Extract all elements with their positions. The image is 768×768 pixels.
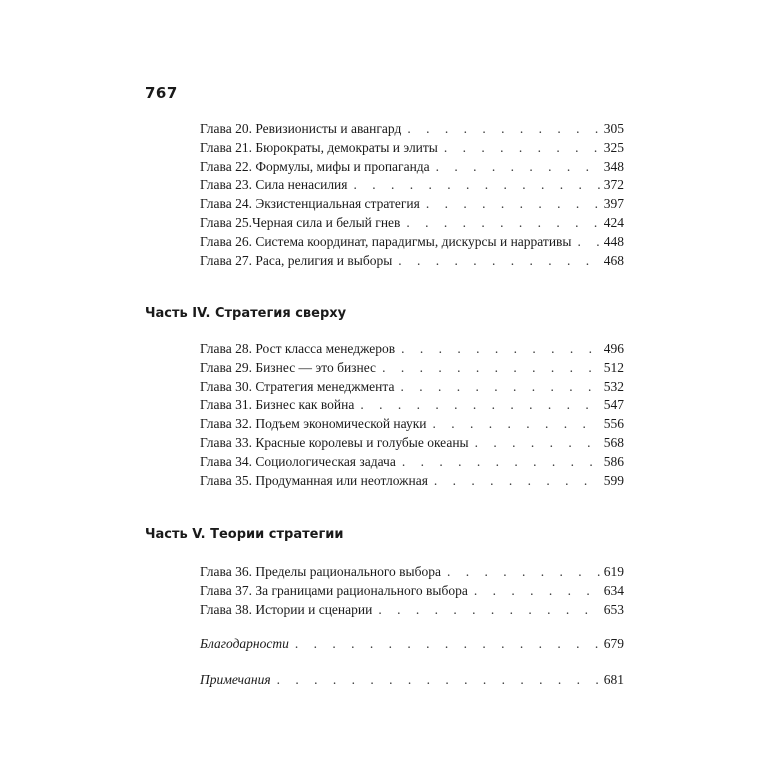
toc-entry xyxy=(200,253,624,272)
toc-entry xyxy=(200,454,624,473)
toc-entry xyxy=(200,416,624,435)
toc-leader-dots xyxy=(444,140,600,156)
toc-entry xyxy=(200,672,624,691)
part-title: Часть V. Теории стратегии xyxy=(145,527,344,542)
toc-entry xyxy=(200,234,624,253)
toc-entry-page: 653 xyxy=(603,601,624,617)
toc-leader-dots xyxy=(402,454,600,470)
toc-entry-page: 681 xyxy=(603,672,624,687)
toc-entry xyxy=(200,121,624,140)
toc-entry xyxy=(200,196,624,215)
toc-leader-dots xyxy=(295,636,600,652)
toc-entry-title: Глава 21. Бюрократы, демократы и элиты xyxy=(200,139,438,155)
toc-entry-page: 468 xyxy=(603,252,624,268)
toc-entry-title: Глава 25.Черная сила и белый гнев xyxy=(200,214,401,230)
toc-part4-list xyxy=(200,341,624,491)
toc-leader-dots xyxy=(360,397,599,413)
toc-entry-title: Глава 32. Подъем экономической науки xyxy=(200,416,427,432)
toc-entry-title: Глава 22. Формулы, мифы и пропаганда xyxy=(200,158,430,174)
toc-entry xyxy=(200,602,624,621)
toc-leader-dots xyxy=(354,177,600,193)
toc-leader-dots xyxy=(426,196,600,212)
toc-leader-dots xyxy=(474,583,600,599)
toc-entry-title: Глава 33. Красные королевы и голубые океаны xyxy=(200,434,469,450)
toc-entry-title: Глава 38. Истории и сценарии xyxy=(200,601,373,617)
toc-entry-page: 568 xyxy=(603,434,624,450)
toc-entry xyxy=(200,177,624,196)
toc-entry-page: 599 xyxy=(603,472,624,488)
toc-acknowledgements xyxy=(200,636,624,655)
toc-entry-title: Глава 35. Продуманная или неотложная xyxy=(200,472,428,488)
toc-leader-dots xyxy=(447,564,600,580)
toc-entry-page: 556 xyxy=(603,416,624,432)
toc-leader-dots xyxy=(382,360,600,376)
toc-entry xyxy=(200,159,624,178)
toc-entry-title: Глава 26. Система координат, парадигмы, дискурсы и нарративы xyxy=(200,233,572,249)
part-title: Часть IV. Стратегия сверху xyxy=(145,306,347,321)
toc-leader-dots xyxy=(378,602,599,618)
toc-leader-dots xyxy=(578,234,600,250)
toc-entry-page: 305 xyxy=(603,121,624,136)
page-number: 767 xyxy=(145,84,178,102)
toc-leader-dots xyxy=(434,473,600,489)
toc-entry-page: 547 xyxy=(603,397,624,413)
toc-entry-title: Глава 27. Раса, религия и выборы xyxy=(200,252,393,268)
toc-entry-title: Глава 29. Бизнес — это бизнес xyxy=(200,359,377,375)
toc-entry-page: 372 xyxy=(603,177,624,193)
toc-entry xyxy=(200,215,624,234)
toc-notes xyxy=(200,672,624,691)
toc-leader-dots xyxy=(475,435,600,451)
toc-entry xyxy=(200,636,624,655)
toc-entry-page: 532 xyxy=(603,378,624,394)
toc-entry-page: 348 xyxy=(603,158,624,174)
toc-entry xyxy=(200,341,624,360)
toc-leader-dots xyxy=(433,416,600,432)
toc-leader-dots xyxy=(401,341,600,357)
toc-entry xyxy=(200,140,624,159)
toc-entry-title: Глава 20. Ревизионисты и авангард xyxy=(200,121,402,136)
toc-entry xyxy=(200,379,624,398)
toc-entry-title: Глава 24. Экзистенциальная стратегия xyxy=(200,196,420,212)
toc-entry-page: 586 xyxy=(603,453,624,469)
toc-entry xyxy=(200,583,624,602)
toc-entry-title: Благодарности xyxy=(200,636,289,651)
toc-entry-page: 634 xyxy=(603,582,624,598)
toc-entry-page: 619 xyxy=(603,564,624,579)
toc-entry-page: 496 xyxy=(603,341,624,356)
toc-entry-title: Примечания xyxy=(200,672,271,687)
toc-part3-list xyxy=(200,121,624,271)
toc-entry-title: Глава 23. Сила ненасилия xyxy=(200,177,348,193)
toc-entry-title: Глава 30. Стратегия менеджмента xyxy=(200,378,395,394)
toc-part5-list xyxy=(200,564,624,620)
toc-entry-title: Глава 34. Социологическая задача xyxy=(200,453,396,469)
toc-entry-page: 679 xyxy=(603,636,624,651)
toc-leader-dots xyxy=(407,121,599,137)
toc-entry-page: 424 xyxy=(603,214,624,230)
toc-leader-dots xyxy=(398,253,599,269)
toc-leader-dots xyxy=(436,159,600,175)
toc-entry-page: 512 xyxy=(603,359,624,375)
toc-entry xyxy=(200,564,624,583)
toc-leader-dots xyxy=(400,379,599,395)
toc-entry-page: 397 xyxy=(603,196,624,212)
toc-entry xyxy=(200,397,624,416)
toc-entry xyxy=(200,435,624,454)
toc-entry xyxy=(200,360,624,379)
toc-entry-page: 325 xyxy=(603,139,624,155)
toc-entry-page: 448 xyxy=(603,233,624,249)
toc-entry xyxy=(200,473,624,492)
toc-entry-title: Глава 36. Пределы рационального выбора xyxy=(200,564,441,579)
toc-entry-title: Глава 37. За границами рационального выбора xyxy=(200,582,468,598)
toc-entry-title: Глава 31. Бизнес как война xyxy=(200,397,355,413)
toc-leader-dots xyxy=(406,215,599,231)
toc-entry-title: Глава 28. Рост класса менеджеров xyxy=(200,341,396,356)
toc-leader-dots xyxy=(277,672,600,688)
